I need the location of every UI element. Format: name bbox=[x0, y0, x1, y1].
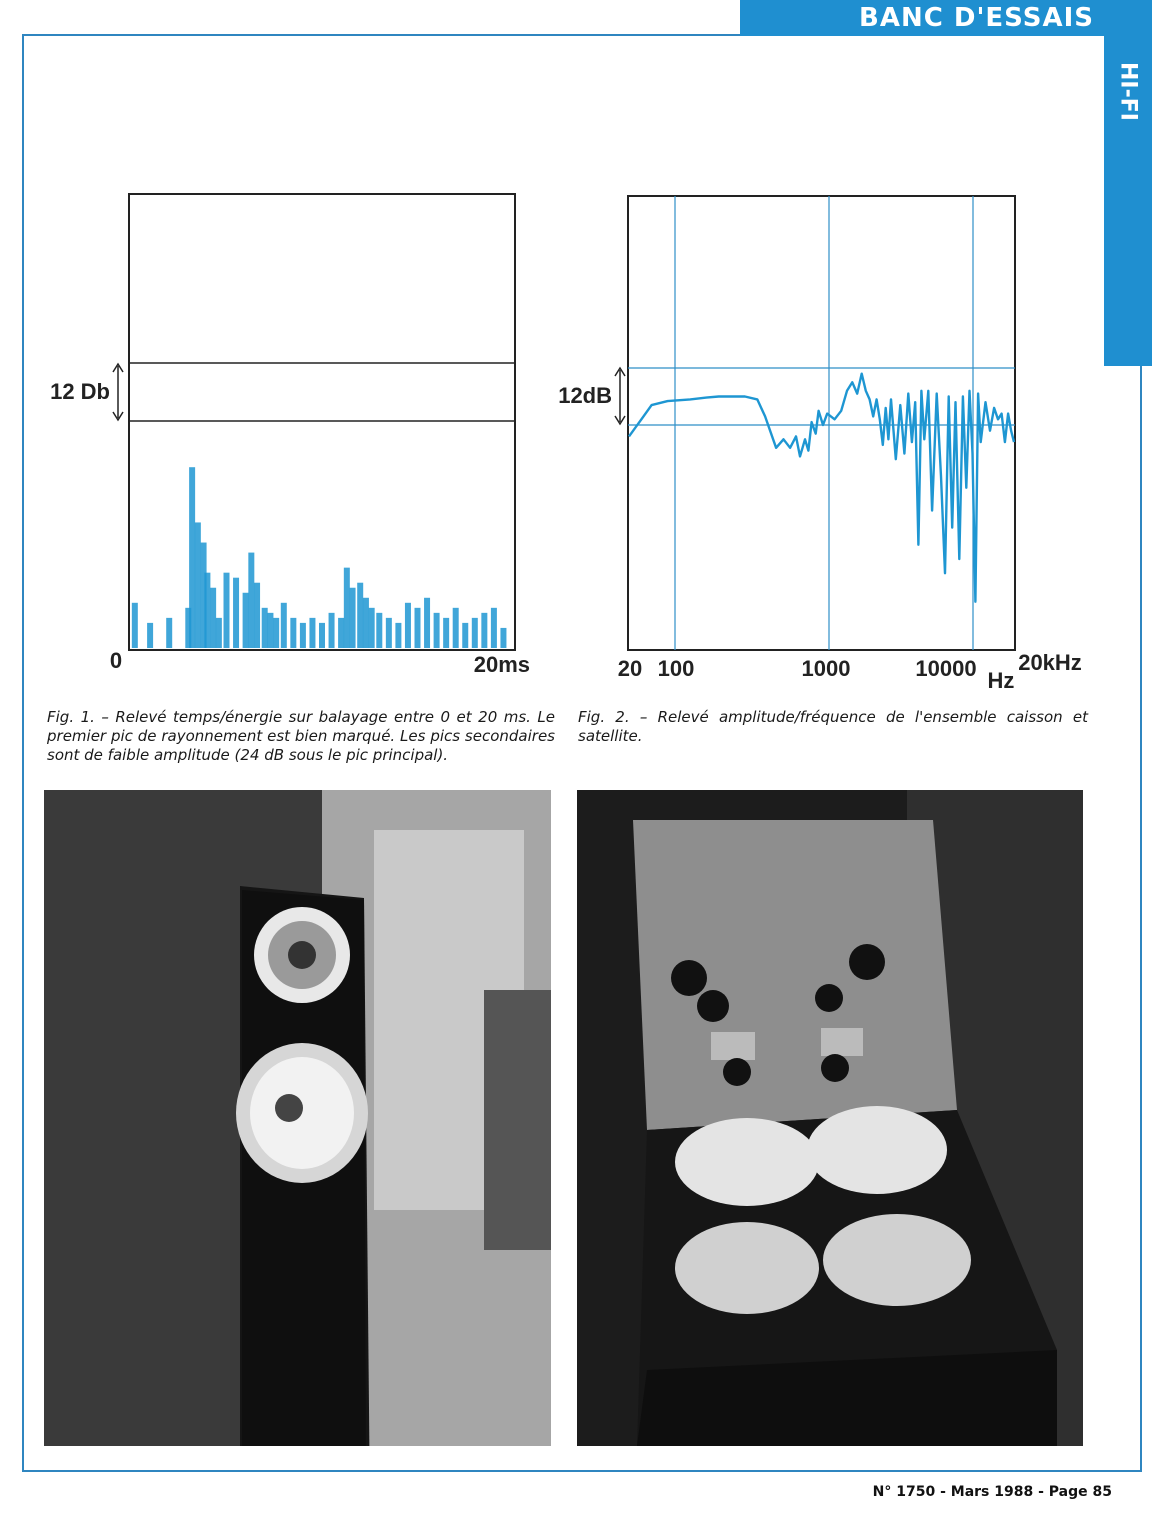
subwoofer-photo bbox=[577, 790, 1083, 1446]
fig2-x-tick-20k: 20kHz bbox=[1018, 650, 1082, 675]
fig2-x-tick-10000: 10000 bbox=[915, 656, 977, 681]
fig2-x-tick-1000: 1000 bbox=[801, 656, 851, 681]
fig1-scale-label: 12 Db bbox=[50, 379, 110, 404]
section-title: BANC D'ESSAIS bbox=[859, 3, 1094, 33]
fig1-caption: Fig. 1. – Relevé temps/énergie sur balayage entre 0 et 20 ms. Le premier pic de rayonnement est bien marqué. Les pics secondaires sont de faible amplitude (24 dB sous le pic principal). bbox=[47, 708, 555, 764]
fig2-chart bbox=[0, 0, 1152, 720]
fig2-x-unit: Hz bbox=[987, 668, 1015, 693]
fig2-x-tick-20: 20 bbox=[617, 656, 643, 681]
fig2-response-curve bbox=[629, 374, 1014, 602]
speaker-photo-illustration bbox=[44, 790, 551, 1446]
frame-bottom-line bbox=[22, 1470, 1142, 1472]
side-tab-label: HI-FI bbox=[1115, 61, 1141, 121]
fig2-x-tick-100: 100 bbox=[657, 656, 695, 681]
subwoofer-photo-illustration bbox=[577, 790, 1083, 1446]
fig1-x-end-label: 20ms bbox=[473, 652, 530, 677]
fig2-scale-label: 12dB bbox=[558, 383, 612, 408]
page-footer: N° 1750 - Mars 1988 - Page 85 bbox=[872, 1484, 1112, 1500]
speaker-photo bbox=[44, 790, 551, 1446]
fig1-x-start-label: 0 bbox=[109, 648, 123, 673]
fig2-caption: Fig. 2. – Relevé amplitude/fréquence de l'ensemble caisson et satellite. bbox=[578, 708, 1088, 745]
